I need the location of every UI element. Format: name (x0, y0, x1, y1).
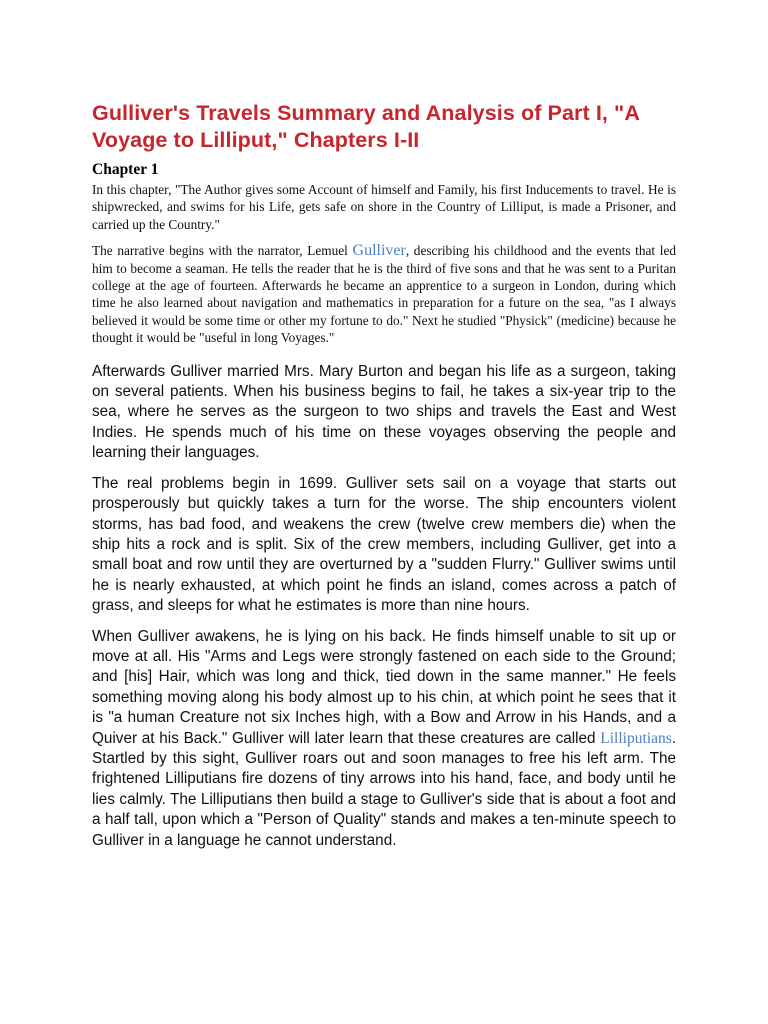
body-paragraph-awakening (92, 627, 676, 851)
chapter-heading: Chapter 1 (92, 161, 159, 178)
body-paragraph-marriage: Afterwards Gulliver married Mrs. Mary Burton and began his life as a surgeon, taking on several patients. When his business begins to fail, he takes a six-year trip to the sea, where he serves as the surgeon to two ships and travels the East and West Indies. He spends much of his time on these voyages observing the people and learning their languages. (92, 362, 676, 462)
intro-quote-paragraph: In this chapter, "The Author gives some Account of himself and Family, his first Inducements to travel. He is shipwrecked, and swims for his Life, gets safe on shore in the Country of Lilliput, is made a Prisoner, and carried up the Country." (92, 182, 676, 232)
narrative-text-before: The narrative begins with the narrator, Lemuel (92, 243, 353, 259)
body-paragraph-voyage: The real problems begin in 1699. Gulliver sets sail on a voyage that starts out prosperously but quickly takes a turn for the worse. The ship encounters violent storms, has bad food, and weakens the crew (twelve crew members die) when the ship hits a rock and is split. Six of the crew members, including Gulliver, get into a small boat and row until they are overturned by a "sudden Flurry." Gulliver swims until he is nearly exhausted, at which point he finds an island, comes across a patch of grass, and sleeps for what he estimates is more than nine hours. (92, 474, 676, 615)
awakening-text-before: When Gulliver awakens, he is lying on his back. He finds himself unable to sit up or move at all. His "Arms and Legs were strongly fastened on each side to the Ground; and [his] Hair, which was long and thick, tied down in the same manner." He feels something moving along his body almost up to his chin, at which point he sees that it is "a human Creature not six Inches high, with a Bow and Arrow in his Hands, and a Quiver at his Back." Gulliver will later learn that these creatures are called (92, 627, 676, 747)
document-page (92, 100, 676, 851)
page-title: Gulliver's Travels Summary and Analysis of Part I, "A Voyage to Lilliput," Chapters I-II (92, 101, 640, 152)
lilliputians-link[interactable]: Lilliputians (600, 729, 672, 747)
gulliver-link[interactable]: Gulliver (352, 242, 406, 260)
awakening-text-after: . Startled by this sight, Gulliver roars out and soon manages to free his left arm. The frightened Lilliputians fire dozens of tiny arrows into his hand, face, and body until he lies calmly. The Lilliputians then build a stage to Gulliver's side that is about a foot and a half tall, upon which a "Person of Quality" stands and makes a ten-minute speech to Gulliver in a language he cannot understand. (92, 729, 676, 849)
narrative-text-after: , describing his childhood and the events that led him to become a seaman. He tells the reader that he is the third of five sons and that he was sent to a Puritan college at the age of fourteen. Afterwards he became an apprentice to a surgeon in London, during which time he also learned about navigation and mathematics in preparation for a future on the sea, "as I always believed it would be some time or other my fortune to do." Next he studied "Physick" (medicine) because he thought it would be "useful in long Voyages." (92, 243, 676, 346)
narrative-paragraph (92, 242, 676, 346)
